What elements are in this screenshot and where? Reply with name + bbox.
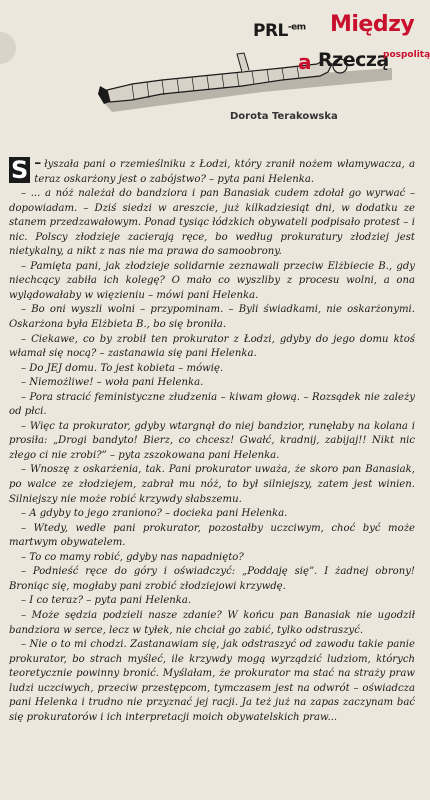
article-paragraph: – Bo oni wyszli wolni – przypominam. – Byli świadkami, nie oskarżonymi. Oskarżona była Elżbieta B., bo się broniła. <box>9 304 415 331</box>
dialogue-dash: – <box>34 155 42 171</box>
article-paragraph: – Podnieść ręce do góry i oświadczyć: „Poddaję się”. I żadnej obrony! Broniąc się, mogłaby pani zrobić złodziejowi krzywdę. <box>9 566 415 592</box>
column-title-word2: Rzeczą <box>318 49 389 71</box>
article-paragraph: – ... a nóż należał do bandziora i pan Banasiak cudem zdołał go wyrwać – dopowiadam. – Dziś siedzi w areszcie, już kilkadziesiąt dni, w dodatku ze stanem przedzawałowym. Ponad tysiąc łódzkich obywateli podpisało protest – i nic. Polscy złodzieje zacierają ręce, bo według prokuratury złodziej jest nietykalny, a nikt z nas nie ma prawa do samoobrony. <box>9 188 415 258</box>
article-paragraph: – Wnoszę z oskarżenia, tak. Pani prokurator uważa, że skoro pan Banasiak, po walce ze złodziejem, zabrał mu nóż, to był silniejszy, zatem jest winien. Silniejszy nie może robić krzywdy słabszemu. <box>9 464 415 505</box>
author-byline: Dorota Terakowska <box>230 111 338 122</box>
article-paragraph: – Niemożliwe! – woła pani Helenka. <box>21 377 204 389</box>
article-paragraph: – Więc ta prokurator, gdyby wtargnął do niej bandzior, runęłaby na kolana i prosiła: „Drogi bandyto! Bierz, co chcesz! Gwałć, kradnij, zabijaj!! Nikt nic złego ci nie zrobi?” – pyta zszokowana pani Helenka. <box>9 420 415 461</box>
article-paragraph: – Nie o to mi chodzi. Zastanawiam się, jak odstraszyć od zawodu takie panie prokurator, bo strach myśleć, ile krzywdy mogą wyrządzić ludziom, których teoretycznie powinny bronić. Myślałam, że prokurator ma stać na straży praw ludzi uczciwych, przeciw przestępcom, tymczasem jest na odwrót – oświadcza pani Helenka i trudno nie przyznać jej racji. Ja też już na zapas zaczynam bać się prokuratorów i ich interpretacji moich obywatelskich praw... <box>9 639 415 723</box>
column-header <box>0 0 430 150</box>
article-paragraph: – Pora stracić feministyczne złudzenia – kiwam głową. – Rozsądek nie zależy od płci. <box>9 391 415 418</box>
article-paragraph: – S łyszała pani o rzemieślniku z Łodzi, który zranił nożem włamywacza, a teraz oskarżony jest o zabójstwo? – pyta pani Helenka. <box>11 155 415 185</box>
drop-cap: S <box>11 156 29 184</box>
article-paragraph: – Może sędzia podzieli nasze zdanie? W końcu pan Banasiak nie ugodził bandziora w serce, lecz w tyłek, nie chciał go zabić, tylko odstraszyć. <box>9 609 415 636</box>
article-paragraph: – Ciekawe, co by zrobił ten prokurator z Łodzi, gdyby do jego domu ktoś włamał się nocą? – zastanawia się pani Helenka. <box>9 333 415 360</box>
article-paragraph: – To co mamy robić, gdyby nas napadnięto? <box>21 551 244 563</box>
article-paragraph: – A gdyby to jego zraniono? – docieka pani Helenka. <box>21 508 288 520</box>
column-title-word1: Między <box>330 12 415 37</box>
column-series-label: $PRL^{-em}$ <box>253 21 306 41</box>
column-title-amp: a <box>298 50 312 74</box>
page-edge-mark <box>0 32 16 64</box>
article-body <box>9 156 415 725</box>
article-paragraph: – Wtedy, wedle pani prokurator, pozostałby uczciwym, choć być może martwym obywatelem. <box>9 522 415 549</box>
article-paragraph: – Pamięta pani, jak złodzieje solidarnie zeznawali przeciw Elżbiecie B., gdy niechcący zabiła ich kolegę? O mało co wyszliby z procesu wolni, a ona wylądowałaby w więzieniu – mówi pani Helenka. <box>9 260 415 301</box>
column-title-word3: pospolitą <box>383 50 430 60</box>
article-paragraph: – Do JEJ domu. To jest kobieta – mówię. <box>21 362 224 374</box>
article-paragraph: – I co teraz? – pyta pani Helenka. <box>21 595 192 607</box>
